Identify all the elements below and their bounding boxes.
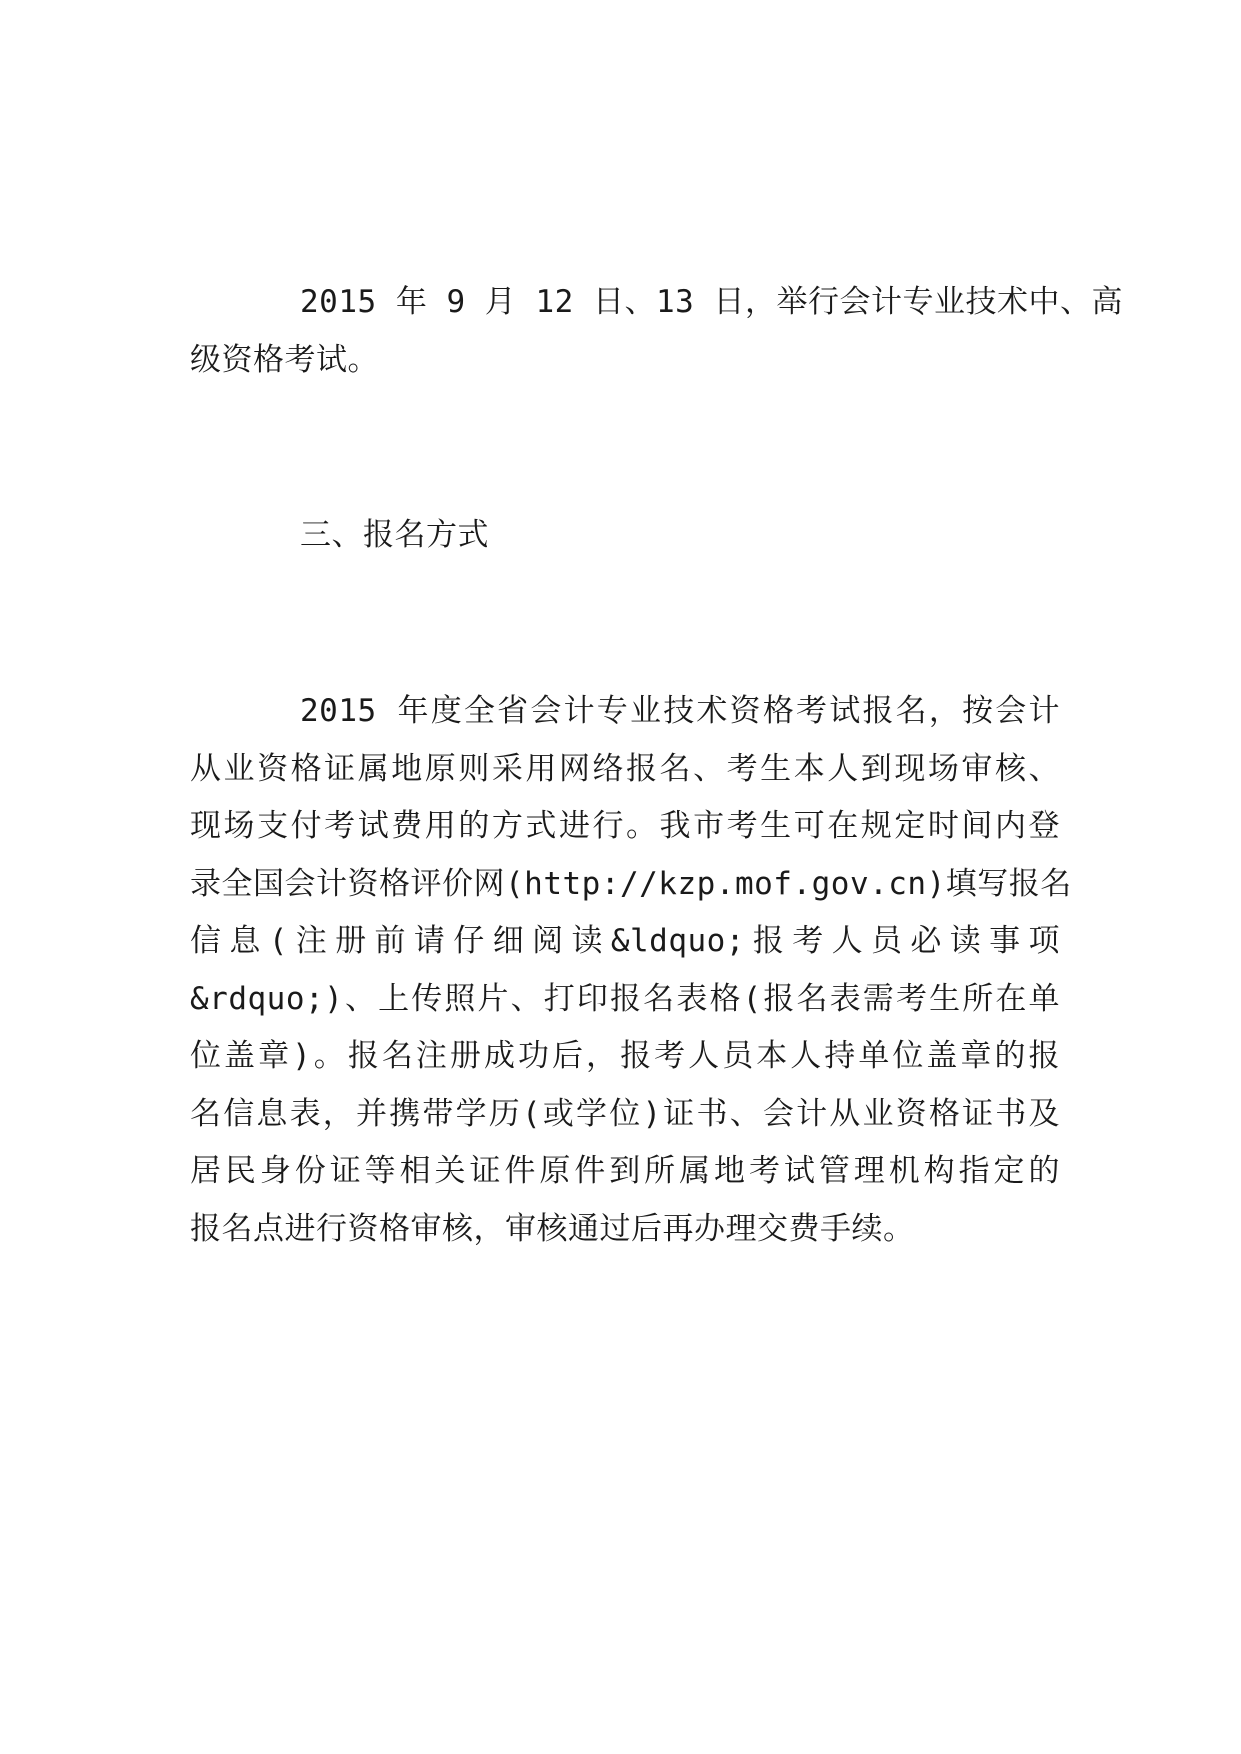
registration-paragraph	[190, 683, 1072, 1258]
text-line: 2015 年度全省会计专业技术资格考试报名，按会计	[300, 693, 1060, 729]
text-line: &rdquo;)、上传照片、打印报名表格(报名表需考生所在单	[190, 980, 1060, 1017]
text-line: 现场支付考试费用的方式进行。我市考生可在规定时间内登	[190, 808, 1060, 844]
text-line: 名信息表，并携带学历(或学位)证书、会计从业资格证书及	[190, 1095, 1060, 1132]
text-line: 级资格考试。	[190, 341, 379, 378]
text-line: 居民身份证等相关证件原件到所属地考试管理机构指定的	[190, 1153, 1060, 1189]
text-line: 从业资格证属地原则采用网络报名、考生本人到现场审核、	[190, 750, 1060, 787]
section-heading	[190, 507, 1060, 565]
text-line: 报名点进行资格审核，审核通过后再办理交费手续。	[190, 1210, 915, 1247]
section-heading-text: 三、报名方式	[300, 517, 489, 553]
text-line: 信息(注册前请仔细阅读&ldquo;报考人员必读事项	[190, 923, 1060, 959]
exam-date-paragraph	[190, 274, 1123, 389]
text-line: 录全国会计资格评价网(http://kzp.mof.gov.cn)填写报名	[190, 865, 1072, 902]
text-line: 2015 年 9 月 12 日、13 日，举行会计专业技术中、高	[300, 284, 1123, 320]
text-line: 位盖章)。报名注册成功后，报考人员本人持单位盖章的报	[190, 1038, 1060, 1074]
